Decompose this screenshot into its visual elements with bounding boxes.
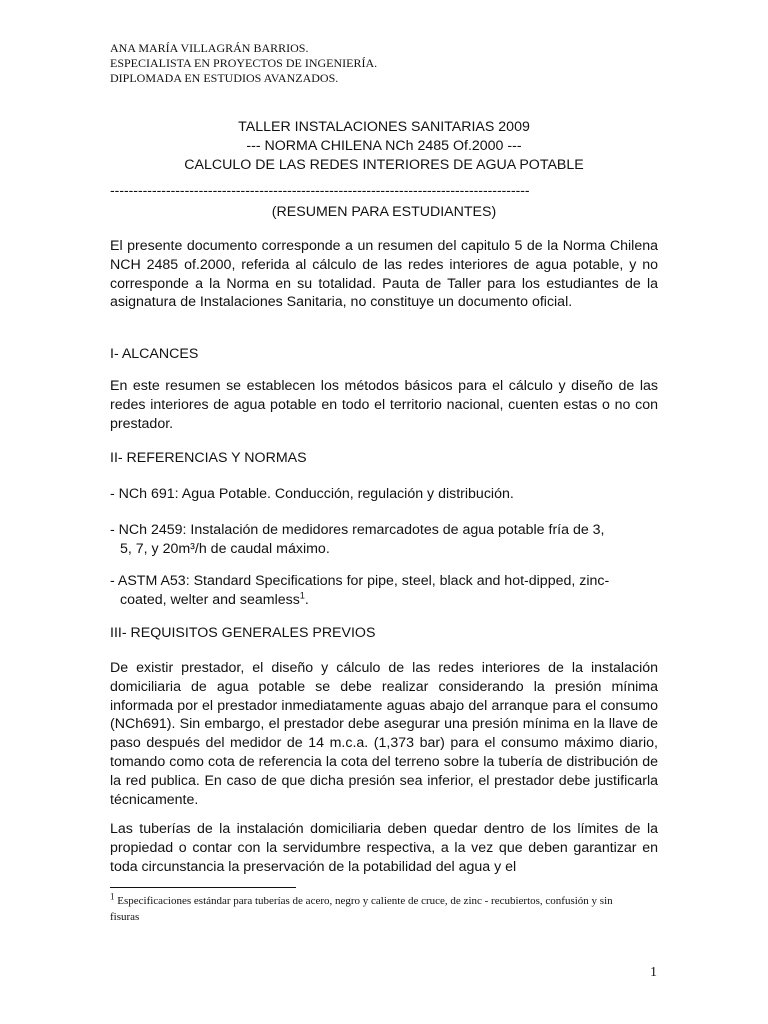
reference-astm-a53 [110,572,670,610]
title-line-2: --- NORMA CHILENA NCh 2485 Of.2000 --- [246,138,522,154]
footnote-rule [110,887,296,888]
footnote-number: 1 [110,891,115,902]
requisitos-paragraph-1: De existir prestador, el diseño y cálculo de las redes interiores de la instalación domiciliaria de agua potable se debe realizar considerando la presión mínima informada por el prestador inmediatamente aguas abajo del arranque para el consumo (NCh691). Sin embargo, el prestador debe asegurar una presión mínima en la llave de paso después del medidor de 14 m.c.a. (1,373 bar) para el consumo máximo diario, tomando como cota de referencia la cota del terreno sobre la tubería de distribución de la red publica. En caso de que dicha presión sea inferior, el prestador debe justificarla técnicamente. [110,660,658,808]
author-role: ESPECIALISTA EN PROYECTOS DE INGENIERÍA. [110,56,378,71]
footnote-text: Especificaciones estándar para tuberías de acero, negro y caliente de cruce, de zinc - recubiertos, confusión y sin fisuras [110,895,613,923]
author-block [110,41,377,87]
reference-astm-period: . [304,592,309,608]
intro-paragraph: El presente documento corresponde a un resumen del capitulo 5 de la Norma Chilena NCH 2485 of.2000, referida al cálculo de las redes interiores de agua potable, y no corresponde a la Norma en su totalidad. Pauta de Taller para los estudiantes de la asignatura de Instalaciones Sanitaria, no constituye un documento oficial. [110,238,658,311]
reference-astm-line1: - ASTM A53: Standard Specifications for pipe, steel, black and hot-dipped, zinc- [110,573,610,589]
reference-nch2459 [110,521,670,559]
section-heading-alcances: I- ALCANCES [110,346,199,362]
document-subtitle: (RESUMEN PARA ESTUDIANTES) [271,204,497,220]
section-heading-referencias: II- REFERENCIAS Y NORMAS [110,450,307,466]
alcances-paragraph: En este resumen se establecen los métodos básicos para el cálculo y diseño de las redes interiores de agua potable en todo el territorio nacional, cuenten estas o no con prestador. [110,378,658,432]
title-line-1: TALLER INSTALACIONES SANITARIAS 2009 [238,119,530,135]
section-heading-requisitos: III- REQUISITOS GENERALES PREVIOS [110,625,376,641]
author-degree: DIPLOMADA EN ESTUDIOS AVANZADOS. [110,71,339,86]
requisitos-paragraph-2: Las tuberías de la instalación domiciliaria deben quedar dentro de los límites de la propiedad o contar con la servidumbre respectiva, a la vez que deben garantizar en toda circunstancia la preservación de la potabilidad del agua y el [110,821,658,875]
dashed-separator: ------------------------------------------------------------------------------------------ [110,182,530,198]
page-number: 1 [650,965,657,980]
title-line-3: CALCULO DE LAS REDES INTERIORES DE AGUA POTABLE [184,157,584,173]
footnote-marker-1[interactable]: 1 [299,590,305,601]
reference-nch2459-line1: - NCh 2459: Instalación de medidores remarcadotes de agua potable fría de 3, [110,522,605,538]
document-title [110,118,658,175]
author-name: ANA MARÍA VILLAGRÁN BARRIOS. [110,41,309,55]
reference-astm-line2 [110,591,670,610]
reference-astm-text: coated, welter and seamless [120,592,300,608]
reference-nch2459-line2: 5, 7, y 20m³/h de caudal máximo. [120,541,330,557]
reference-nch691: - NCh 691: Agua Potable. Conducción, regulación y distribución. [110,486,514,502]
footnote [110,893,630,925]
